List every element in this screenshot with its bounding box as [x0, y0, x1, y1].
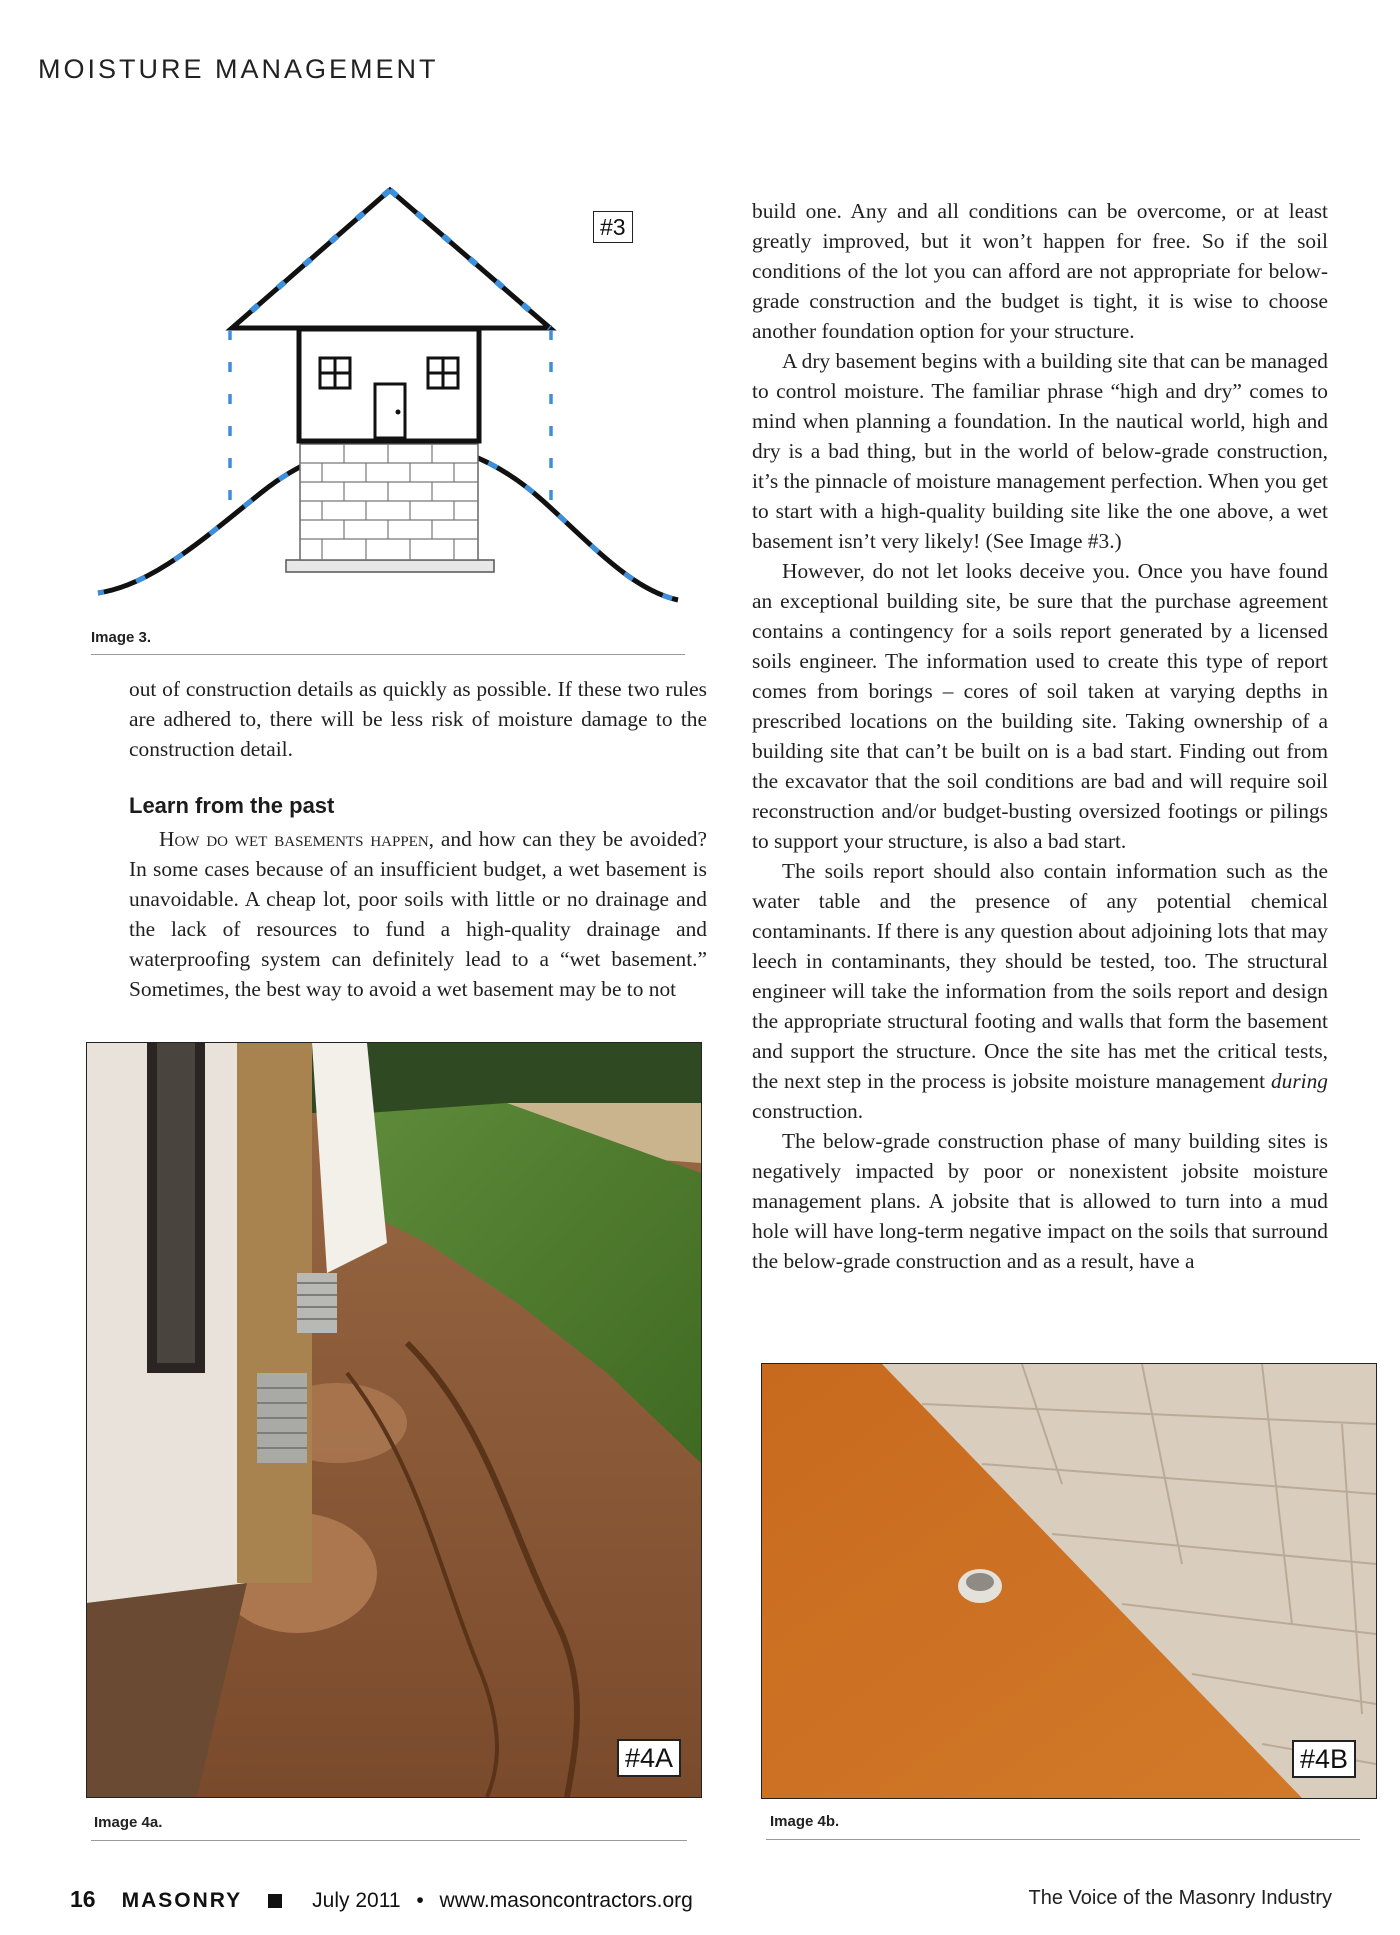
paragraph-text: and how can they be avoided? In some cases because of an insufficient budget, a wet basement is unavoidable. A cheap lot, poor soils with little or no drainage and the lack of resources to fund a high-quality drainage and waterproofing system can definitely lead to a “wet basement.” Sometimes, the best way to avoid a wet basement may be to not — [129, 827, 708, 1001]
caption-divider — [766, 1839, 1360, 1840]
photo-4b-tag: #4B — [1292, 1740, 1356, 1778]
emphasis: during — [1270, 1069, 1328, 1093]
footer-tagline: The Voice of the Masonry Industry — [1028, 1887, 1332, 1909]
bullet-separator: • — [416, 1889, 424, 1912]
section-subhead: Learn from the past — [129, 793, 335, 818]
page-number: 16 — [70, 1886, 96, 1912]
paragraph: The below-grade construction phase of many building sites is negatively impacted by poor or nonexistent jobsite moisture management plans. A jobsite that is allowed to turn into a mud hole will have long-term negative impact on the soils that surround the below-grade construction and as a result, have a — [752, 1129, 1328, 1273]
photo-4b-flooded-basement — [761, 1363, 1377, 1799]
left-column-body — [129, 824, 707, 1004]
photo-4a-tag: #4A — [617, 1739, 681, 1777]
square-bullet-icon — [268, 1894, 282, 1908]
paragraph: However, do not let looks deceive you. Once you have found an exceptional building site, be sure that the purchase agreement contains a contingency for a soils report generated by a licensed soils engineer. The information used to create this type of report comes from borings – cores of soil taken at varying depths in prescribed locations on the building site. Taking ownership of a building site that can’t be built on is a bad start. Finding out from the excavator that the soil conditions are bad and will require soil reconstruction and/or budget-busting oversized footings or pilings to support your structure, is also a bad start. — [752, 559, 1328, 853]
paragraph: out of construction details as quickly as possible. If these two rules are adhered to, there will be less risk of moisture damage to the construction detail. — [129, 677, 707, 761]
photo-4a-wet-jobsite — [86, 1042, 702, 1798]
section-header: MOISTURE MANAGEMENT — [38, 54, 439, 84]
magazine-name: MASONRY — [121, 1889, 243, 1912]
lead-in-small-caps: How do wet basements happen, — [159, 827, 435, 851]
figure-3-house-diagram — [92, 180, 684, 615]
photo-4a-caption: Image 4a. — [94, 1814, 163, 1831]
footer-left — [70, 1886, 693, 1913]
photo-4b-caption: Image 4b. — [770, 1813, 840, 1830]
right-column-body — [752, 196, 1328, 1276]
website-url: www.masoncontractors.org — [439, 1889, 693, 1912]
figure-3-caption: Image 3. — [91, 629, 152, 646]
paragraph-text: The soils report should also contain information such as the water table and the presence of any potential chemical contaminants. If there is any question about adjoining lots that may leech in contaminants, they should be tested, too. The structural engineer will take the information from the soils report and design the appropriate structural footing and walls that form the basement and support the structure. Once the site has met the critical tests, the next step in the process is jobsite moisture management — [752, 859, 1328, 1093]
paragraph — [752, 856, 1328, 1126]
issue-date: July 2011 — [312, 1889, 401, 1912]
left-column-continuation — [129, 674, 707, 764]
caption-divider — [91, 1840, 687, 1841]
paragraph: A dry basement begins with a building site that can be managed to control moisture. The familiar phrase “high and dry” comes to mind when planning a foundation. In the nautical world, high and dry is a bad thing, but in the world of below-grade construction, it’s the pinnacle of moisture management perfection. When you get to start with a high-quality building site like the one above, a wet basement isn’t very likely! (See Image #3.) — [752, 349, 1328, 553]
caption-divider — [91, 654, 685, 655]
figure-3-tag: #3 — [593, 211, 633, 243]
paragraph — [129, 824, 707, 1004]
paragraph: build one. Any and all conditions can be overcome, or at least greatly improved, but it won’t happen for free. So if the soil conditions of the lot you can afford are not appropriate for below-grade construction and the budget is tight, it is wise to choose another foundation option for your structure. — [752, 199, 1328, 343]
paragraph-text: construction. — [752, 1099, 864, 1123]
